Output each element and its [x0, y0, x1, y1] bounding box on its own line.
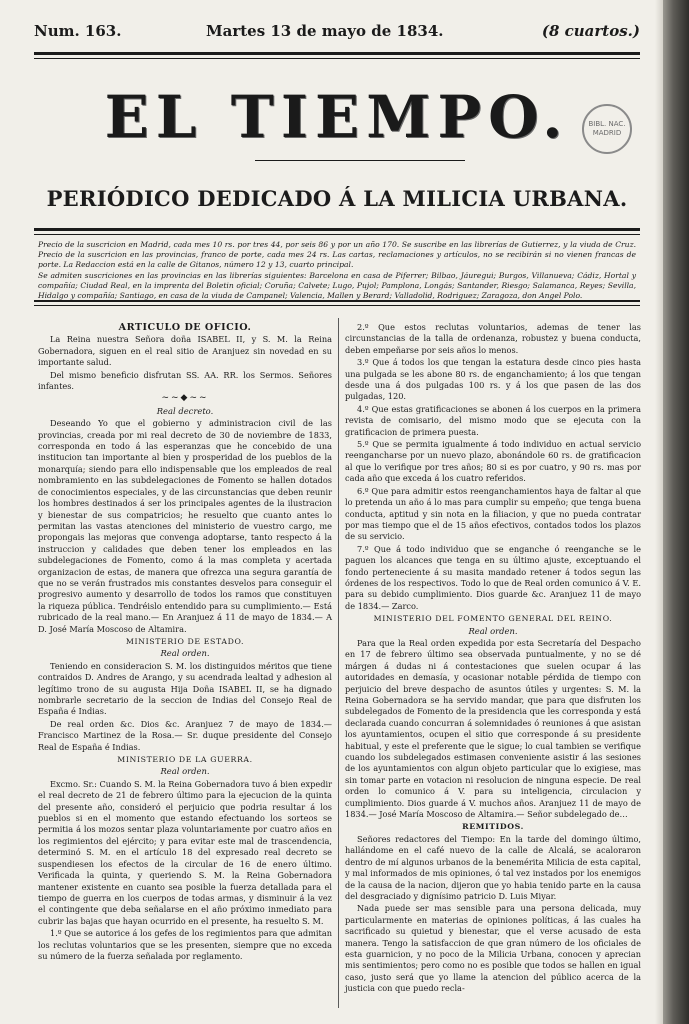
subtitle-rule-thin [34, 234, 640, 235]
subscription-info [38, 240, 636, 301]
arango-order-signature: De real orden &c. Dios &c. Aranjuez 7 de mayo de 1834.— Francisco Martinez de la Rosa.— Sr. duque presidente del Consejo Real de España é Indias. [38, 718, 332, 752]
royal-decree-text: Deseando Yo que el gobierno y administracion civil de las provincias, creada por mi real decreto de 30 de noviembre de 1833, corresponda en todo á las esperanzas que he concebido de una institucion tan importante al bien y prosperidad de los pueblos de la monarquía; siendo para ello indispensable que los empleados de real nombramiento en las subdelegaciones de Fomento se hallen dotados de conocimientos especiales, y de las circunstancias que deben reunir los hombres destinados á ser los principales agentes de la ilustracion y bienestar de sus compatricios; he resuelto que cuanto antes lo permitan las vastas atenciones del ministerio de vuestro cargo, me propongais las mejoras que convenga adoptarse, tanto respecto á la instruccion y calidades que deben tener los empleados en las subdelegaciones de Fomento, como á la mas completa y acertada organizacion de estas, de manera que ofrezca una segura garantía de que no se verán frustrados mis constantes desvelos para conseguir el progresivo aumento y desarrollo de todos los ramos que constituyen la riqueza pública. Tendréislo entendido para su cumplimiento.— Está rubricado de la real mano.— En Aranjuez á 11 de mayo de 1834.— A D. José María Moscoso de Altamira. [38, 418, 332, 634]
ornament-divider: ~~◆~~ [161, 393, 209, 404]
columns-rule-thin [34, 305, 640, 306]
book-spine [663, 0, 689, 1024]
official-article-heading: ARTICULO DE OFICIO. [118, 322, 252, 333]
war-order-article-6: 6.º Que para admitir estos reenganchamientos haya de faltar al que lo pretenda un año á lo mas para cumplir su empeño; que tenga buena conducta, aptitud y sin nota en la filiacion, y que no pueda contratar por mas tiempo que el de 15 años efectivos, contados todos los plazos de su servicio. [345, 485, 641, 542]
ministry-fomento-heading: MINISTERIO DEL FOMENTO GENERAL DEL REINO. [373, 614, 613, 624]
war-order-text: Excmo. Sr.: Cuando S. M. la Reina Gobernadora tuvo á bien expedir el real decreto de 21 de febrero último para la ejecucion de la quinta del presente año, consideró el perjuicio que podria resultar á los pueblos si en el momento que estando efectuando los sorteos se permitia á los mozos sentar plaza voluntariamente por cuatro años en los regimientos del ejército; y para evitar este mal de trascendencia, determinó S. M. en el artículo 18 del expresado real decreto se suspendiesen los efectos de la circular de 16 de enero último. Verificada la quinta, y queriendo S. M. la Reina Gobernadora mantener existente en cuanto sea posible la fuerza detallada para el tiempo de guerra en los cuerpos de todas armas, y disminuir á la vez el contingente que deba señalarse en el año próximo inmediato para cubrir las bajas que hayan ocurrido en el presente, ha resuelto S. M. [38, 778, 332, 926]
columns-rule-thick [34, 300, 640, 302]
subtitle-rule-thick [34, 228, 640, 231]
subscription-prices: Precio de la suscricion en Madrid, cada mes 10 rs. por tres 44, por seis 86 y por un año 170. Se suscribe en las librerías de Gutierrez, y la viuda de Cruz. Precio de la suscricion en las provincias, franco de porte, cada mes 24 rs. Las cartas, reclamaciones y artículos, no se recibirán si no vienen francas de porte. La Redaccion está en la calle de Gitanos, número 12 y 13, cuarto principal. [38, 240, 636, 270]
top-rule-thick [34, 52, 640, 55]
left-column [38, 322, 332, 963]
issue-price: (8 cuartos.) [541, 22, 640, 40]
stamp-text: BIBL. NAC. MADRID [588, 120, 626, 137]
war-order-article-1: 1.º Que se autorice á los gefes de los regimientos para que admitan los reclutas voluntarios que se les presenten, siempre que no exceda su número de la fuerza señalada por reglamento. [38, 928, 332, 961]
war-order-article-5: 5.º Que se permita igualmente á todo individuo en actual servicio reengancharse por un nuevo plazo, abonándole 60 rs. de gratificacion al que lo verifique por tres años; 80 si es por cuatro, y 90 rs. mas por cada año que exceda á los cuatro referidos. [345, 439, 641, 484]
war-order-article-3: 3.º Que á todos los que tengan la estatura desde cinco pies hasta una pulgada se les abone 80 rs. de enganchamiento; á los que tengan desde una á dos pulgadas 100 rs. y á los que pasen de las dos pulgadas, 120. [345, 357, 641, 402]
remitidos-heading: REMITIDOS. [462, 822, 524, 832]
newspaper-title: EL TIEMPO. [104, 83, 570, 151]
royal-order-heading-fomento: Real orden. [468, 625, 518, 636]
masthead [34, 82, 640, 152]
issue-date: Martes 13 de mayo de 1834. [206, 22, 444, 40]
title-underline [255, 160, 465, 161]
royal-health-notice: La Reina nuestra Señora doña ISABEL II, y S. M. la Reina Gobernadora, siguen en el real sitio de Aranjuez sin novedad en su importante salud. [38, 334, 332, 368]
fomento-order-text: Para que la Real orden expedida por esta Secretaría del Despacho en 17 de febrero último sea observada puntualmente, y no se dé márgen á dudas ni á contestaciones que suelen ocupar á las autoridades en demasía, y ocasionar notable pérdida de tiempo con perjuicio del breve despacho de asuntos útiles y urgentes: S. M. la Reina Gobernadora se ha servido mandar, que para que disfruten los subdelegados de Fomento de la presidencia que les corresponda y está declarada cuando concurran á solemnidades ó reuniones á que asistan los ayuntamientos, ocupen el sitio que corresponde á su presidente habitual, y este el preferente que le sigue; lo cual tambien se verifique cuando los subdelegados estimasen conveniente asistir á las sesiones de los ayuntamientos con algun objeto particular que lo exigiese, mas sin tomar parte en votacion ni resolucion de ninguna especie. De real orden lo comunico á V. para su inteligencia, circulacion y cumplimiento. Dios guarde á V. muchos años. Aranjuez 11 de mayo de 1834.— José María Moscoso de Altamira.— Señor subdelegado de… [345, 637, 641, 820]
royal-order-heading-war: Real orden. [160, 766, 210, 777]
ministry-of-state-heading: MINISTERIO DE ESTADO. [125, 636, 245, 646]
subscription-agents: Se admiten suscriciones en las provincias en las librerías siguientes: Barcelona en casa de Piferrer; Bilbao, Jáuregui; Burgos, Villanueva; Cádiz, Hortal y compañía; Ciudad Real, en la imprenta del Boletin oficial; Coruña; Calvete; Lugo, Pujol; Pamplona, Longás; Santander, Riesgo; Salamanca, Reyes; Sevilla, Hidalgo y compañía; Santiago, en casa de la viuda de Campanel; Valencia, Mallen y Berard; Valladolid, Rodriguez; Zaragoza, don Angel Polo. [38, 270, 636, 301]
royal-decree-heading: Real decreto. [156, 405, 214, 416]
right-column [345, 322, 641, 996]
page-edge-shadow [655, 0, 663, 1024]
infantes-notice: Del mismo beneficio disfrutan SS. AA. RR. los Sermos. Señores infantes. [38, 369, 332, 392]
war-order-article-4: 4.º Que estas gratificaciones se abonen á los cuerpos en la primera revista de comisario, del mismo modo que se ejecuta con la gratificacion de primera puesta. [345, 403, 641, 437]
royal-order-heading-state: Real orden. [160, 648, 210, 659]
top-rule-thin [34, 58, 640, 59]
remitidos-letter-1: Señores redactores del Tiempo: En la tarde del domingo último, hallándome en el café nuevo de la calle de Alcalá, se acaloraron dentro de mí algunos urbanos de la benemérita Milicia de esta capital, y mal informados de mis opiniones, ó tal vez instados por los enemigos de la causa de la nacion, dijeron que yo habia tenido parte en la causa del desgraciado y dignísimo patricio D. Luis Miyar. [345, 833, 641, 901]
issue-number: Num. 163. [34, 22, 122, 40]
ministry-of-war-heading: MINISTERIO DE LA GUERRA. [117, 755, 253, 765]
issue-line [34, 22, 640, 46]
library-stamp-icon [582, 104, 632, 154]
war-order-article-7: 7.º Que á todo individuo que se enganche ó reenganche se le paguen los alcances que tenga en su último ajuste, exceptuando el fondo perteneciente á su masita mandado retener á todos segun las órdenes de los respectivos. Todo lo que de Real orden comunico á V. E. para su debido cumplimiento. Dios guarde &c. Aranjuez 11 de mayo de 1834.— Zarco. [345, 543, 641, 611]
arango-appointment-text: Teniendo en consideracion S. M. los distinguidos méritos que tiene contraidos D. Andres de Arango, y su acendrada lealtad y adhesion al legítimo trono de su augusta Hija Doña ISABEL II, se ha dignado nombrarle secretario de la seccion de Indias del Consejo Real de España é Indias. [38, 660, 332, 717]
newspaper-subtitle: PERIÓDICO DEDICADO Á LA MILICIA URBANA. [46, 186, 628, 211]
column-divider [338, 318, 339, 1008]
war-order-article-2: 2.º Que estos reclutas voluntarios, ademas de tener las circunstancias de la talla de ordenanza, robustez y buena conducta, deben empeñarse por seis años lo menos. [345, 322, 641, 355]
remitidos-letter-2: Nada puede ser mas sensible para una persona delicada, muy particularmente en materias de opiniones políticas, á las cuales ha sacrificado su quietud y bienestar, que el verse acusado de esta manera. Tengo la satisfaccion de que gran número de los oficiales de esta guarnicion, y no poco de la Milicia Urbana, conocen y aprecian mis sentimientos; pero como no es posible que todos se hallen en igual caso, justo será que yo llame la atencion del público acerca de la justicia con que puedo recla- [345, 903, 641, 994]
